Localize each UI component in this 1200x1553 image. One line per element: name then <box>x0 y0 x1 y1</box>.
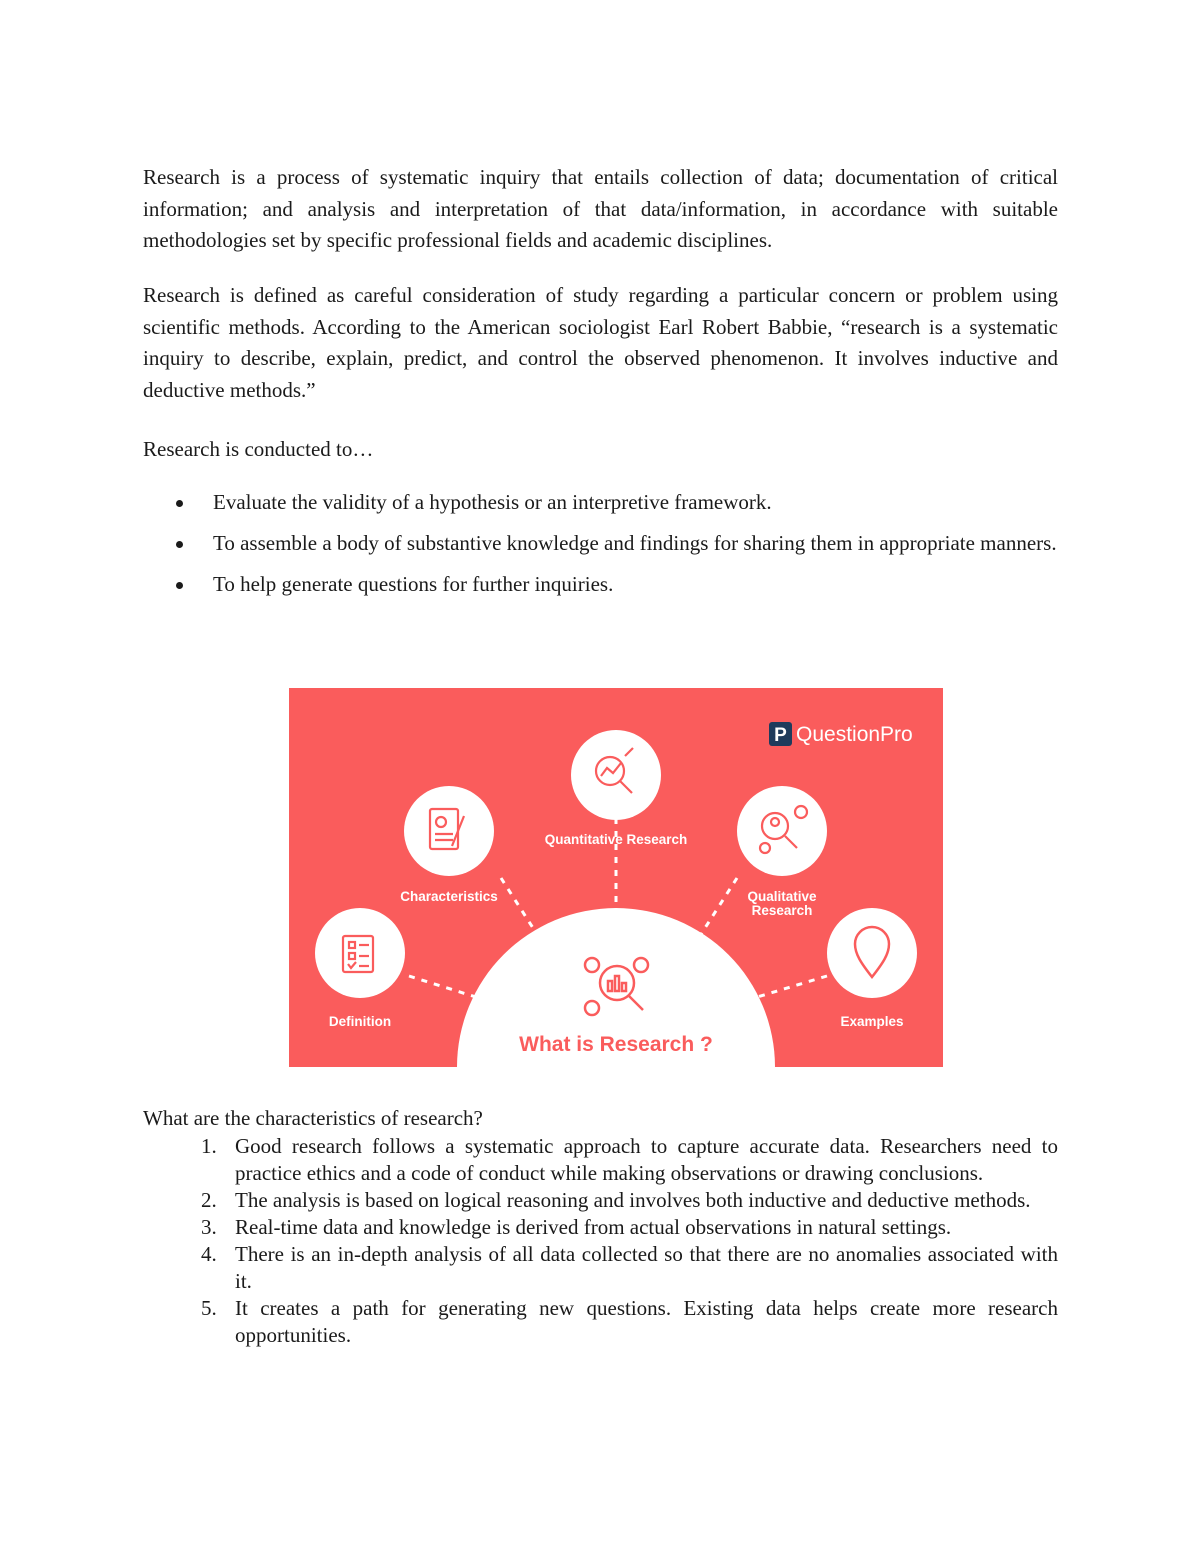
qualitative-node-circle <box>737 786 827 876</box>
svg-text:P: P <box>774 725 787 746</box>
bullet-item <box>143 529 1058 558</box>
numbered-item: 3. Real-time data and knowledge is derived from actual observations in natural settings. <box>201 1215 952 1239</box>
characteristics-label: Characteristics <box>400 889 498 904</box>
characteristics-numbered-list <box>143 1133 1058 1349</box>
characteristics-node-circle <box>404 786 494 876</box>
numbered-item: 5. It creates a path for generating new questions. Existing data helps create more research opportunities. <box>201 1296 1058 1347</box>
paragraph-babbie-quote: Research is defined as careful consideration of study regarding a particular concern or problem using scientific methods. According to the American sociologist Earl Robert Babbie, “research is a systematic inquiry to describe, explain, predict, and control the observed phenomenon. It involves inductive and deductive methods.” <box>143 283 1058 402</box>
paragraph-conducted-intro: Research is conducted to… <box>143 437 374 461</box>
numbered-item: 2. The analysis is based on logical reasoning and involves both inductive and deductive methods. <box>201 1188 1031 1212</box>
bullet-icon <box>176 500 183 507</box>
characteristics-heading: What are the characteristics of research? <box>143 1106 483 1130</box>
bullet-icon <box>176 541 183 548</box>
definition-label: Definition <box>328 1014 392 1029</box>
bullet-text: Evaluate the validity of a hypothesis or an interpretive framework. <box>213 490 772 514</box>
bullet-item <box>143 570 1058 599</box>
bullet-icon <box>176 582 183 589</box>
questionpro-logo <box>769 722 913 746</box>
examples-label: Examples <box>840 1014 904 1029</box>
paragraph-definition: Research is a process of systematic inquiry that entails collection of data; documentation of critical information; and analysis and interpretation of that data/information, in accordance with suitable methodologies set by specific professional fields and academic disciplines. <box>143 165 1058 252</box>
bullet-item <box>143 488 1058 517</box>
bullet-text: To assemble a body of substantive knowledge and findings for sharing them in appropriate manners. <box>213 531 1057 555</box>
bullet-text: To help generate questions for further inquiries. <box>213 572 614 596</box>
purpose-bullet-list <box>143 488 1058 611</box>
qualitative-label-line1: Qualitative <box>747 889 817 904</box>
questionpro-logo-text: QuestionPro <box>796 723 913 746</box>
qualitative-label-line2: Research <box>751 903 813 918</box>
what-is-research-infographic <box>289 688 943 1067</box>
numbered-item: 4. There is an in-depth analysis of all data collected so that there are no anomalies associated with it. <box>201 1242 1058 1293</box>
quantitative-label: Quantitative Research <box>544 832 688 847</box>
numbered-item: 1. Good research follows a systematic approach to capture accurate data. Researchers need to practice ethics and a code of conduct while making observations or drawing conclusions. <box>201 1134 1058 1185</box>
center-title: What is Research ? <box>519 1033 713 1056</box>
examples-node-circle <box>827 908 917 998</box>
quantitative-node-circle <box>571 730 661 820</box>
definition-node-circle <box>315 908 405 998</box>
